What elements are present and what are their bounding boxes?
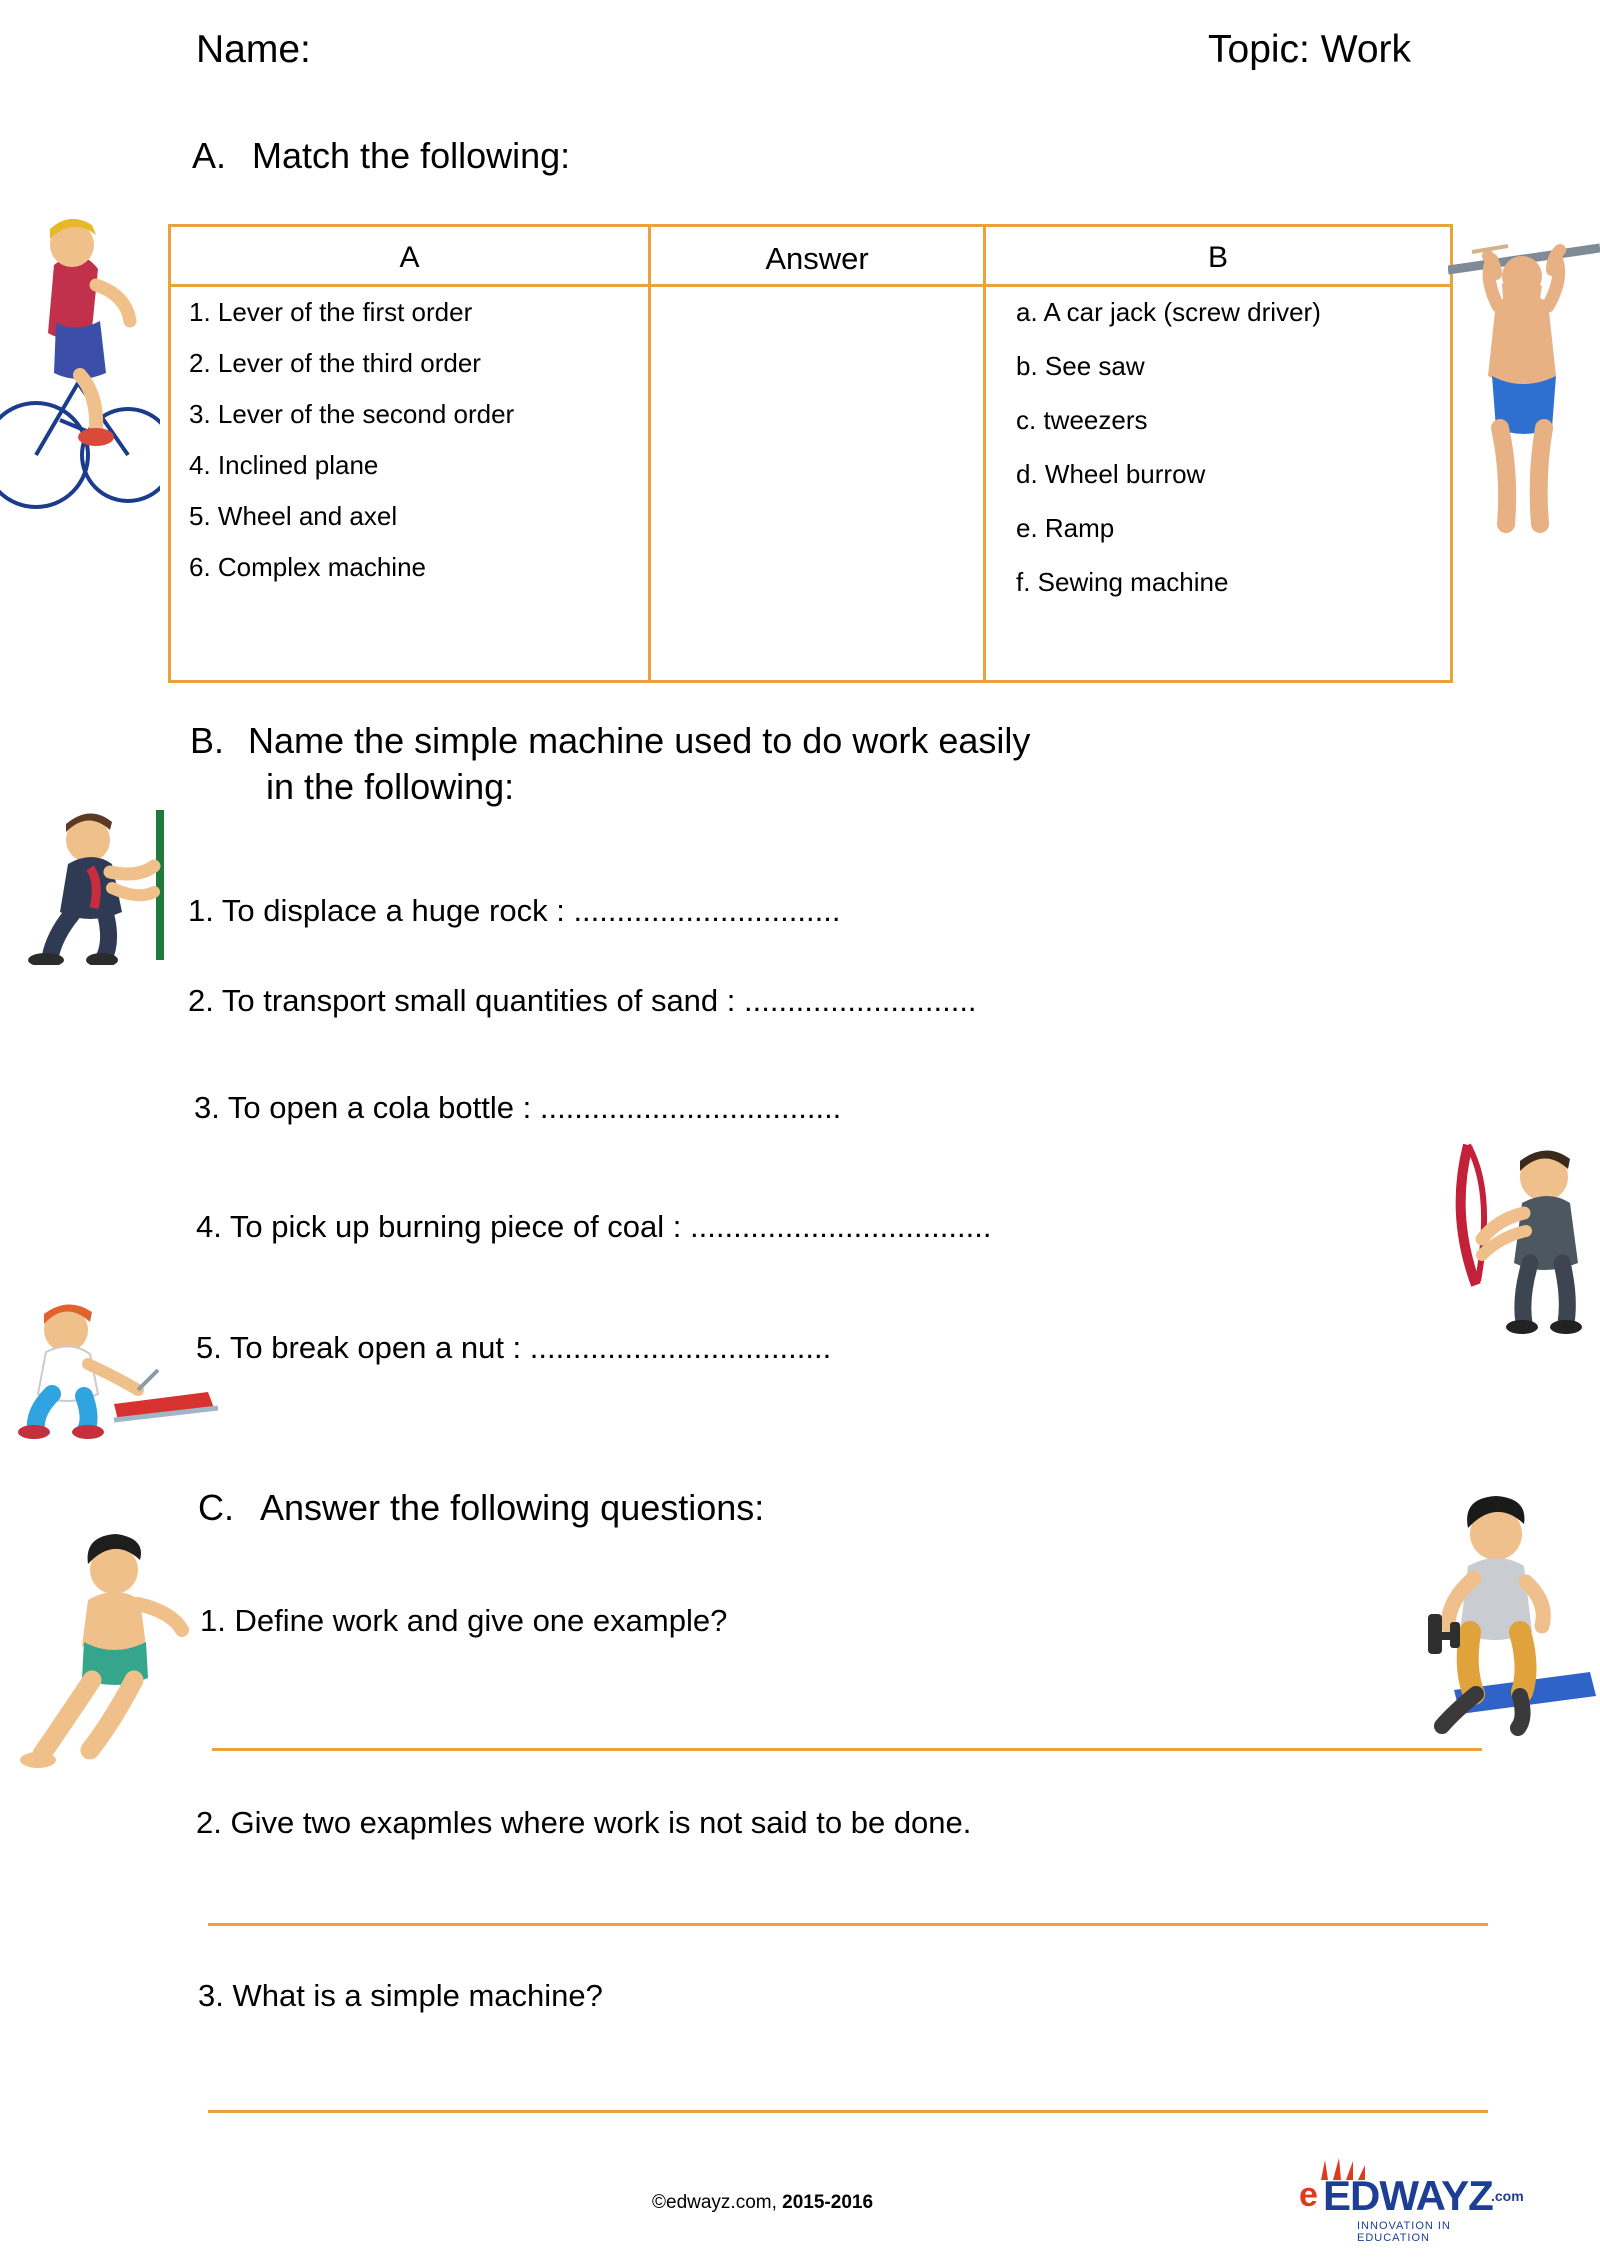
column-a-header: A [171,227,648,287]
section-c-heading [198,1487,764,1529]
section-b-heading [190,718,1490,810]
copyright-icon: © [652,2192,666,2213]
topic-label: Topic: Work [1208,28,1411,71]
section-b-question-5: 5. To break open a nut : ................................... [196,1330,832,1365]
section-b-question-4: 4. To pick up burning piece of coal : ................................... [196,1209,992,1244]
man-with-lever-illustration [1438,1135,1600,1335]
copyright-years: 2015-2016 [776,2192,874,2213]
section-a-title: Match the following: [252,135,571,176]
logo-wordmark: EDWAYZ [1323,2172,1493,2219]
section-b-question-1: 1. To displace a huge rock : ............................... [188,893,841,928]
cyclist-illustration [0,205,160,545]
list-item: f. Sewing machine [1016,567,1229,597]
list-item: a. A car jack (screw driver) [1016,297,1321,327]
section-a-letter: A. [192,135,227,176]
boy-pulling-sled-illustration [18,1300,223,1445]
pullup-athlete-illustration [1448,240,1600,570]
table-column-answer[interactable] [651,227,986,680]
section-c-letter: C. [198,1487,234,1528]
name-field-label: Name: [196,28,311,71]
column-b-header: B [986,227,1450,287]
answer-blank-area[interactable] [651,287,983,299]
copyright-site: edwayz.com, [666,2192,777,2213]
list-item: c. tweezers [1016,405,1148,435]
list-item: 2. Lever of the third order [189,348,481,378]
section-b-letter: B. [190,720,225,761]
list-item: 4. Inclined plane [189,450,379,480]
answer-line-3[interactable] [208,2110,1488,2113]
list-item: d. Wheel burrow [1016,459,1206,489]
logo-domain-suffix: .com [1491,2188,1524,2204]
list-item: e. Ramp [1016,513,1115,543]
column-answer-header: Answer [651,227,983,287]
list-item: b. See saw [1016,351,1145,381]
list-item: 6. Complex machine [189,552,426,582]
column-a-items [171,287,648,580]
match-the-following-table [168,224,1453,683]
section-b-question-2: 2. To transport small quantities of sand : ........................... [188,983,977,1018]
table-column-a [171,227,651,680]
copyright-notice [652,2192,873,2214]
man-lifting-dumbbell-illustration [1400,1490,1600,1750]
girl-pushing-illustration [18,1530,193,1790]
section-c-question-2: 2. Give two exapmles where work is not said to be done. [196,1805,972,1840]
man-pushing-wall-illustration [28,810,178,965]
logo-e-letter: e [1299,2176,1318,2214]
edwayz-logo [1299,2160,1524,2244]
section-b-title-line2: in the following: [266,766,515,808]
logo-tagline: INNOVATION IN EDUCATION [1357,2220,1451,2244]
section-b-title-line1: Name the simple machine used to do work easily [248,720,1031,761]
answer-line-2[interactable] [208,1923,1488,1926]
list-item: 3. Lever of the second order [189,399,515,429]
list-item: 1. Lever of the first order [189,297,473,327]
section-b-question-3: 3. To open a cola bottle : ................................... [194,1090,842,1125]
table-column-b [986,227,1450,680]
answer-line-1[interactable] [212,1748,1482,1751]
list-item: 5. Wheel and axel [189,501,398,531]
section-c-title: Answer the following questions: [260,1487,765,1528]
section-a-heading [192,135,570,177]
column-b-items [986,287,1450,595]
section-c-question-1: 1. Define work and give one example? [200,1603,728,1638]
section-c-question-3: 3. What is a simple machine? [198,1978,603,2013]
